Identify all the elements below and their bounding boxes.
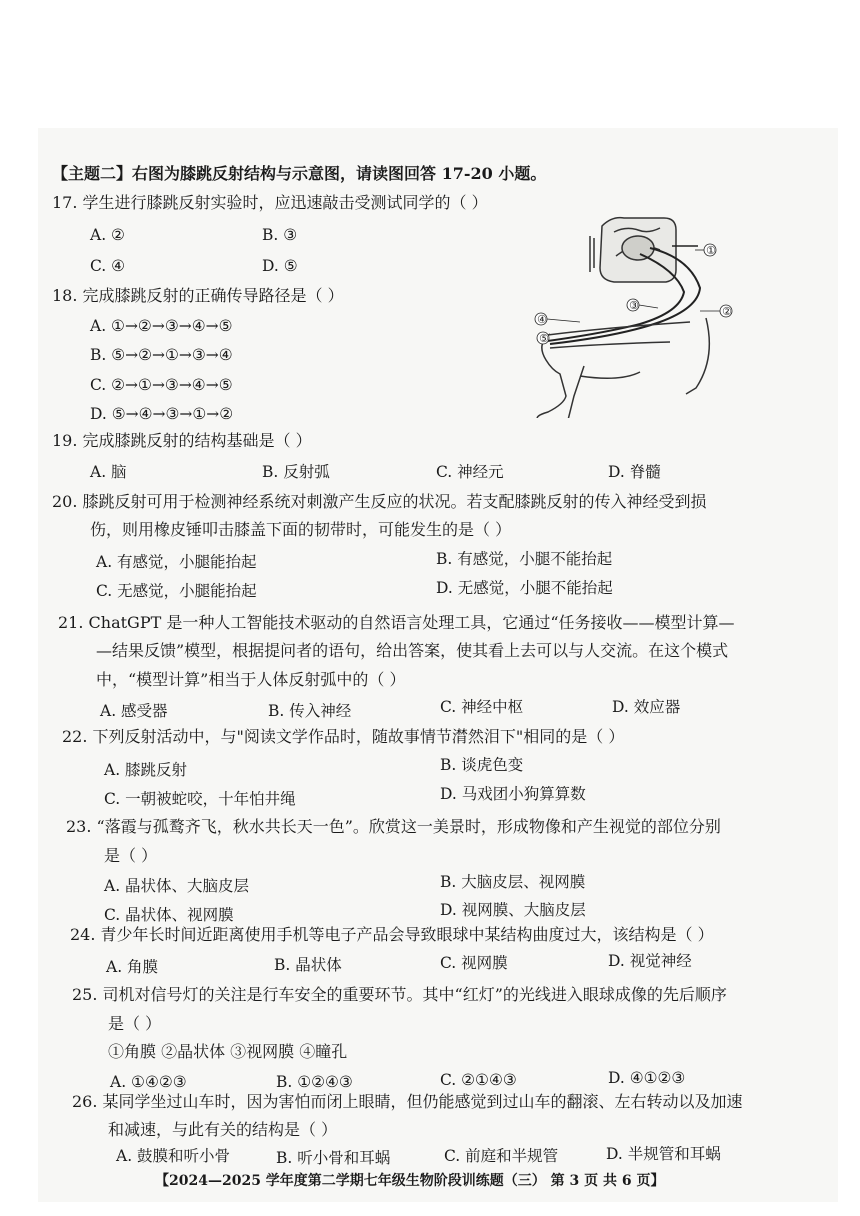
q22-option-a: A. 膝跳反射	[104, 761, 188, 779]
q24-option-b: B. 晶状体	[274, 956, 342, 974]
q25-option-a: A. ①④②③	[110, 1073, 187, 1091]
q18-option-a: A. ①→②→③→④→⑤	[90, 317, 233, 335]
q22-option-c: C. 一朝被蛇咬，十年怕井绳	[104, 790, 296, 808]
q20-option-b: B. 有感觉，小腿不能抬起	[436, 550, 613, 568]
q26-option-a: A. 鼓膜和听小骨	[116, 1147, 231, 1165]
q23-option-a: A. 晶状体、大脑皮层	[104, 877, 250, 895]
q17-option-c: C. ④	[90, 257, 126, 275]
q20-option-a: A. 有感觉，小腿能抬起	[96, 553, 257, 571]
q24-option-c: C. 视网膜	[440, 954, 508, 972]
q18-option-b: B. ⑤→②→①→③→④	[90, 346, 233, 364]
q23-option-b: B. 大脑皮层、视网膜	[440, 873, 586, 891]
q25-option-d: D. ④①②③	[608, 1069, 686, 1087]
q21-option-c: C. 神经中枢	[440, 698, 524, 716]
q22-option-b: B. 谈虎色变	[440, 756, 524, 774]
label-3: ③	[629, 299, 639, 312]
q24-option-a: A. 角膜	[106, 958, 159, 976]
q22-option-d: D. 马戏团小狗算算数	[440, 785, 586, 803]
question-21-stem-line2: —结果反馈”模型，根据提问者的语句，给出答案，使其看上去可以与人交流。在这个模式	[96, 641, 729, 660]
q17-option-b: B. ③	[262, 226, 298, 244]
question-21-stem-line3: 中，“模型计算”相当于人体反射弧中的（ ）	[96, 670, 406, 689]
question-19-stem: 19. 完成膝跳反射的结构基础是（ ）	[52, 431, 312, 450]
q25-option-c: C. ②①④③	[440, 1071, 517, 1089]
spinal-cord	[590, 218, 676, 282]
q18-option-c: C. ②→①→③→④→⑤	[90, 376, 233, 394]
q17-option-d: D. ⑤	[262, 257, 298, 275]
q19-option-c: C. 神经元	[436, 463, 504, 481]
label-1: ①	[706, 244, 716, 257]
theme-heading: 【主题二】右图为膝跳反射结构与示意图，请读图回答 17-20 小题。	[52, 164, 547, 183]
q17-option-a: A. ②	[90, 226, 125, 244]
q25-option-b: B. ①②④③	[276, 1073, 353, 1091]
page-footer: 【2024—2025 学年度第二学期七年级生物阶段训练题（三） 第 3 页 共 6 页】	[155, 1173, 665, 1189]
q26-option-b: B. 听小骨和耳蜗	[276, 1149, 391, 1167]
q26-option-c: C. 前庭和半规管	[444, 1147, 559, 1165]
knee-reflex-figure	[520, 208, 750, 418]
question-25-stem-line2: 是（ ）	[108, 1014, 162, 1033]
q24-option-d: D. 视觉神经	[608, 952, 692, 970]
question-26-stem-line1: 26. 某同学坐过山车时，因为害怕而闭上眼睛，但仍能感觉到过山车的翻滚、左右转动以及加速	[72, 1092, 743, 1111]
q19-option-b: B. 反射弧	[262, 463, 330, 481]
question-23-stem-line2: 是（ ）	[104, 846, 158, 865]
question-25-stem-line1: 25. 司机对信号灯的关注是行车安全的重要环节。其中“红灯”的光线进入眼球成像的先后顺序	[72, 985, 727, 1004]
question-18-stem: 18. 完成膝跳反射的正确传导路径是（ ）	[52, 286, 344, 305]
q23-option-c: C. 晶状体、视网膜	[104, 906, 234, 924]
q23-option-d: D. 视网膜、大脑皮层	[440, 901, 586, 919]
q21-option-d: D. 效应器	[612, 698, 681, 716]
question-22-stem: 22. 下列反射活动中，与"阅读文学作品时，随故事情节潸然泪下"相同的是（ ）	[62, 727, 625, 746]
question-20-stem-line1: 20. 膝跳反射可用于检测神经系统对刺激产生反应的状况。若支配膝跳反射的传入神经受到损	[52, 492, 707, 511]
question-20-stem-line2: 伤，则用橡皮锤叩击膝盖下面的韧带时，可能发生的是（ ）	[90, 520, 512, 539]
q20-option-d: D. 无感觉，小腿不能抬起	[436, 579, 613, 597]
q21-option-b: B. 传入神经	[268, 702, 352, 720]
label-4: ④	[537, 313, 547, 326]
q18-option-d: D. ⑤→④→③→①→②	[90, 405, 234, 423]
q26-option-d: D. 半规管和耳蜗	[606, 1145, 721, 1163]
question-25-items: ①角膜 ②晶状体 ③视网膜 ④瞳孔	[108, 1042, 348, 1061]
question-24-stem: 24. 青少年长时间近距离使用手机等电子产品会导致眼球中某结构曲度过大，该结构是（ ）	[70, 925, 714, 944]
q19-option-d: D. 脊髓	[608, 463, 661, 481]
q20-option-c: C. 无感觉，小腿能抬起	[96, 582, 257, 600]
question-23-stem-line1: 23. “落霞与孤鹜齐飞，秋水共长天一色”。欣赏这一美景时，形成物像和产生视觉的部位分别	[66, 817, 721, 836]
label-2: ②	[722, 305, 732, 318]
label-5: ⑤	[539, 332, 549, 345]
question-17-stem: 17. 学生进行膝跳反射实验时，应迅速敲击受测试同学的（ ）	[52, 193, 488, 212]
q19-option-a: A. 脑	[90, 463, 127, 481]
question-26-stem-line2: 和减速，与此有关的结构是（ ）	[108, 1120, 338, 1139]
q21-option-a: A. 感受器	[100, 702, 168, 720]
question-21-stem-line1: 21. ChatGPT 是一种人工智能技术驱动的自然语言处理工具，它通过“任务接收——模型计算—	[58, 613, 735, 632]
